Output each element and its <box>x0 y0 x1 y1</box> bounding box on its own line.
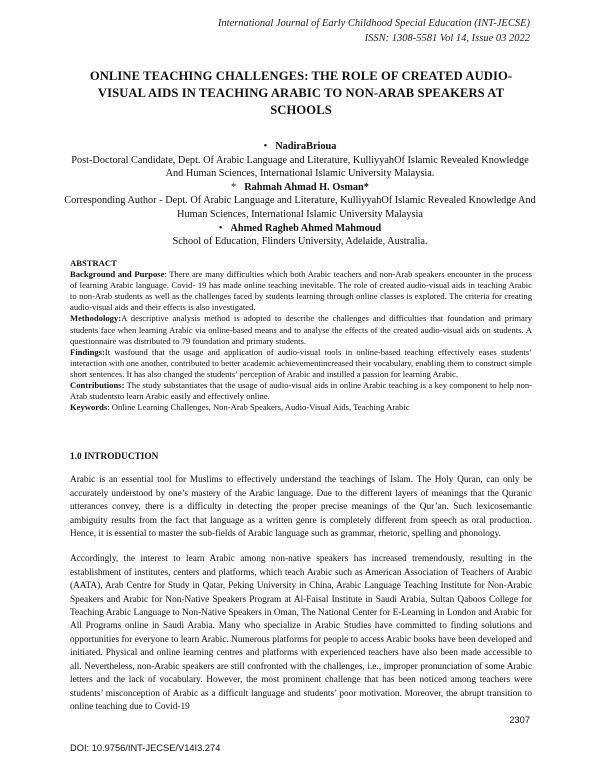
journal-name: International Journal of Early Childhood Special Education (INT-JECSE) <box>217 18 530 29</box>
author-1-name: • NadiraBrioua <box>263 141 337 152</box>
abstract-contributions: Contributions: The study substantiates that the usage of audio-visual aids in online Arabic teaching is a key component to help non-Arab studentsto learn Arabic easily and effectively online. <box>70 380 532 402</box>
author-2-affiliation: Corresponding Author - Dept. Of Arabic Language and Literature, KulliyyahOf Islamic Revealed Knowledge And Human Sciences, International Islamic University Malaysia <box>64 195 536 220</box>
abstract-findings: Findings:It wasfound that the usage and application of audio-visual tools in online-based teaching effectively eases students’ interaction with one another, contributed to better academic achievementincreased their vocabulary, enabling them to construct simple short sentences. It has also changed the students’ perception of Arabic and instilled a passion for learning Arabic. <box>70 346 532 379</box>
abstract <box>70 258 532 413</box>
author-3-affiliation: School of Education, Flinders University, Adelaide, Australia. <box>172 236 428 248</box>
author-3-name: • Ahmed Ragheb Ahmed Mahmoud <box>218 222 382 234</box>
abstract-keywords: Keywords: Online Learning Challenges, Non-Arab Speakers, Audio-Visual Aids, Teaching Arabic <box>70 402 410 413</box>
paper-title: ONLINE TEACHING CHALLENGES: THE ROLE OF CREATED AUDIO-VISUAL AIDS IN TEACHING ARABIC TO NON-ARAB SPEAKERS AT SCHOOLS <box>89 69 513 117</box>
page-number: 2307 <box>509 715 530 725</box>
doi-footer: DOI: 10.9756/INT-JECSE/V14I3.274 <box>70 743 221 753</box>
section-heading: 1.0 INTRODUCTION <box>70 452 159 462</box>
issn-line: ISSN: 1308-5581 Vol 14, Issue 03 2022 <box>364 33 530 44</box>
bullet-icon: • <box>263 141 268 152</box>
asterisk-icon: * <box>231 181 237 193</box>
author-block <box>64 140 536 249</box>
abstract-heading: ABSTRACT <box>70 258 117 268</box>
intro-paragraph-1: Arabic is an essential tool for Muslims to effectively understand the teachings of Islam. The Holy Quran, can only be accurately understood by one’s mastery of the Arabic language. Due to the different layers of meanings that the Quranic utterances convey, there is a difficulty in detecting the proper precise meanings of the Qur’an. Such lexicosemantic ambiguity results from the fact that language as a written genre is completely different from speech as oral production. Hence, it is essential to master the sub-fields of Arabic language such as grammar, rhetoric, spelling and phonology. <box>70 475 532 540</box>
journal-header <box>218 16 530 46</box>
intro-paragraph-2: Accordingly, the interest to learn Arabic among non-native speakers has increased tremendously, resulting in the establishment of institutes, centers and platforms, which teach Arabic such as American Association of Teachers of Arabic (AATA), Arab Centre for Study in Qatar, Peking University in China, Arabic Language Teaching Institute for Non-Arabic Speakers and Arabic for Non-Native Speakers Program at Al-Faisal Institute in Saudi Arabia, Sultan Qaboos College for Teaching Arabic Language to Non-Native Speakers in Oman, The National Center for E-Learning in London and Arabic for All Programs online in Saudi Arabia. Many who specialize in Arabic Studies have committed to finding solutions and opportunities for everyone to learn Arabic. Numerous platforms for people to access Arabic books have been developed and initiated. Physical and online learning centres and platforms with experienced teachers have also been made accessible to all. Nevertheless, non-Arabic speakers are still confronted with the challenges, i.e., improper pronunciation of some Arabic letters and the lack of vocabulary. However, the most prominent challenge that has been noticed among teachers were students’ misconception of Arabic as a difficult language and students’ poor motivation. Moreover, the abrupt transition to online teaching due to Covid-19 <box>70 554 532 712</box>
abstract-methodology: Methodology:A descriptive analysis method is adopted to describe the challenges and difficulties that foundation and primary students face when learning Arabic via online-based means and to analyse the effects of the created audio-visual aids on students. A questionnaire was distributed to 79 foundation and primary students. <box>70 313 532 346</box>
author-2-name: * Rahmah Ahmad H. Osman* <box>231 181 369 193</box>
bullet-icon: • <box>218 222 223 234</box>
abstract-background: Background and Purpose: There are many difficulties which both Arabic teachers and non-Arab speakers encounter in the process of learning Arabic language. Covid- 19 has made online teaching inevitable. The role of created audio-visual aids in teaching Arabic to non-Arab students as well as the challenges faced by students learning through online classes is explored. The criteria for creating audio-visual aids and their effects is also investigated. <box>70 269 532 313</box>
author-1-affiliation: Post-Doctoral Candidate, Dept. Of Arabic Language and Literature, KulliyyahOf Islamic Revealed Knowledge And Human Sciences, International Islamic University Malaysia. <box>71 154 529 180</box>
introduction-section <box>70 451 532 726</box>
